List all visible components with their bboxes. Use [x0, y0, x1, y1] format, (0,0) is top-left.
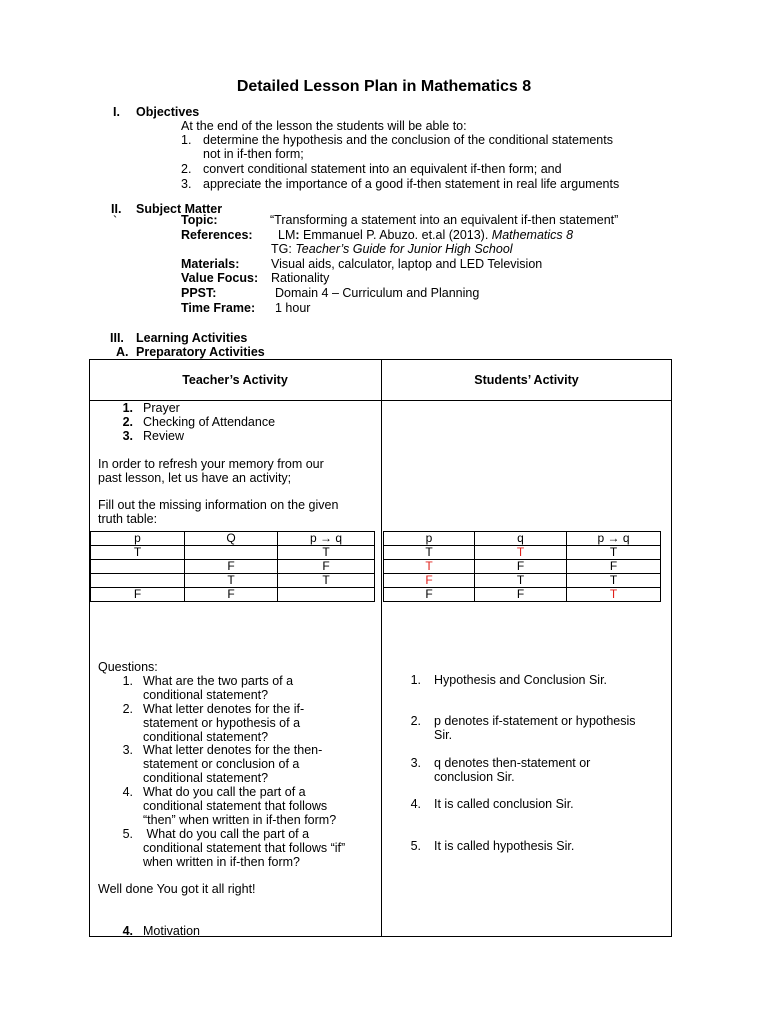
teacher-list-item: Prayer	[143, 401, 180, 415]
table-header-row	[384, 532, 661, 546]
table-row	[91, 546, 375, 560]
question-line: conditional statement?	[143, 771, 269, 785]
column-divider	[381, 359, 382, 937]
table-cell: T	[567, 588, 661, 602]
reference-lm-colon: :	[295, 228, 300, 242]
preparatory-heading: Preparatory Activities	[136, 345, 265, 359]
answer-number: 2.	[410, 714, 421, 728]
learning-heading: Learning Activities	[136, 331, 248, 345]
table-header-cell: p	[91, 532, 185, 546]
question-line: “then” when written in if-then form?	[143, 813, 337, 827]
value-focus-label: Value Focus:	[181, 271, 259, 285]
questions-label: Questions:	[98, 660, 158, 674]
table-cell: T	[567, 574, 661, 588]
table-cell: F	[278, 560, 375, 574]
table-header-row	[91, 532, 375, 546]
stray-mark: `	[113, 214, 118, 228]
table-cell: T	[278, 546, 375, 560]
ppst-label: PPST:	[181, 286, 217, 300]
question-line: statement or conclusion of a	[143, 757, 300, 771]
table-header-cell: p → q	[567, 532, 661, 546]
answer-line: It is called conclusion Sir.	[434, 797, 574, 811]
answer-line: Sir.	[434, 728, 453, 742]
objectives-numeral: I.	[113, 105, 120, 119]
table-cell	[185, 546, 278, 560]
objectives-heading: Objectives	[136, 105, 200, 119]
table-cell: T	[567, 546, 661, 560]
question-line: What do you call the part of a	[143, 827, 310, 841]
refresh-line: past lesson, let us have an activity;	[98, 471, 292, 485]
reference-lm-text: Emmanuel P. Abuzo. et.al (2013).	[299, 228, 492, 242]
teacher-list-number: 1.	[122, 401, 133, 415]
table-header-cell: p	[384, 532, 475, 546]
materials-value: Visual aids, calculator, laptop and LED Television	[271, 257, 543, 271]
teacher-list-item: Review	[143, 429, 184, 443]
table-cell: T	[384, 560, 475, 574]
question-line: conditional statement?	[143, 730, 269, 744]
preparatory-letter: A.	[116, 345, 129, 359]
table-cell	[91, 560, 185, 574]
table-cell: F	[567, 560, 661, 574]
truth-table-incomplete	[90, 531, 375, 602]
answer-line: Hypothesis and Conclusion Sir.	[434, 673, 608, 687]
reference-lm	[278, 228, 573, 242]
table-cell: T	[91, 546, 185, 560]
objective-text: convert conditional statement into an equivalent if-then form; and	[203, 162, 562, 176]
question-number: 2.	[122, 702, 133, 716]
question-line: conditional statement that follows	[143, 799, 328, 813]
table-cell: T	[475, 546, 567, 560]
topic-value: “Transforming a statement into an equivalent if-then statement”	[270, 213, 619, 227]
answer-number: 4.	[410, 797, 421, 811]
truth-table-answered	[383, 531, 661, 602]
references-label: References:	[181, 228, 253, 242]
value-focus-value: Rationality	[271, 271, 330, 285]
question-number: 1.	[122, 674, 133, 688]
objective-text: appreciate the importance of a good if-then statement in real life arguments	[203, 177, 620, 191]
table-cell: F	[185, 588, 278, 602]
table-cell: T	[475, 574, 567, 588]
reference-tg-book: Teacher’s Guide for Junior High School	[295, 242, 513, 256]
teacher-list-number: 2.	[122, 415, 133, 429]
reference-tg	[271, 242, 513, 256]
topic-label: Topic:	[181, 213, 218, 227]
reference-lm-prefix: LM	[278, 228, 296, 242]
answer-number: 3.	[410, 756, 421, 770]
question-line: What letter denotes for the if-	[143, 702, 305, 716]
objective-number: 1.	[181, 133, 192, 147]
well-done-text: Well done You got it all right!	[98, 882, 256, 896]
student-activity-header: Students’ Activity	[474, 373, 579, 387]
table-row	[384, 574, 661, 588]
table-cell: T	[185, 574, 278, 588]
answer-line: p denotes if-statement or hypothesis	[434, 714, 636, 728]
reference-lm-book: Mathematics 8	[491, 228, 574, 242]
objective-number: 3.	[181, 177, 192, 191]
answer-line: It is called hypothesis Sir.	[434, 839, 575, 853]
table-cell: F	[91, 588, 185, 602]
table-row	[384, 546, 661, 560]
page-title: Detailed Lesson Plan in Mathematics 8	[236, 78, 532, 95]
table-cell: F	[185, 560, 278, 574]
answer-line: conclusion Sir.	[434, 770, 515, 784]
table-cell: F	[475, 560, 567, 574]
table-row	[91, 560, 375, 574]
question-number: 3.	[122, 743, 133, 757]
objective-number: 2.	[181, 162, 192, 176]
reference-tg-prefix: TG:	[271, 242, 296, 256]
question-number: 5.	[122, 827, 133, 841]
table-cell: T	[278, 574, 375, 588]
table-header-cell: q	[475, 532, 567, 546]
question-line: conditional statement?	[143, 688, 269, 702]
table-cell	[278, 588, 375, 602]
table-cell	[91, 574, 185, 588]
table-header-cell: Q	[185, 532, 278, 546]
table-cell: F	[384, 574, 475, 588]
answer-number: 5.	[410, 839, 421, 853]
refresh-line: In order to refresh your memory from our	[98, 457, 324, 471]
subject-numeral: II.	[111, 202, 122, 216]
objective-text: not in if-then form;	[203, 147, 304, 161]
ppst-value: Domain 4 – Curriculum and Planning	[275, 286, 480, 300]
teacher-list-number: 3.	[122, 429, 133, 443]
teacher-activity-header: Teacher’s Activity	[182, 373, 288, 387]
question-line: when written in if-then form?	[143, 855, 301, 869]
table-row	[91, 574, 375, 588]
materials-label: Materials:	[181, 257, 240, 271]
time-frame-value: 1 hour	[275, 301, 311, 315]
learning-numeral: III.	[110, 331, 124, 345]
question-line: What are the two parts of a	[143, 674, 294, 688]
subject-heading: Subject Matter	[136, 202, 223, 216]
fill-instruction-line: truth table:	[98, 512, 158, 526]
question-line: What letter denotes for the then-	[143, 743, 323, 757]
objective-text: determine the hypothesis and the conclusion of the conditional statements	[203, 133, 613, 147]
motivation-number: 4.	[122, 924, 133, 938]
question-line: What do you call the part of a	[143, 785, 306, 799]
table-header-cell: p → q	[278, 532, 375, 546]
fill-instruction-line: Fill out the missing information on the given	[98, 498, 339, 512]
table-cell: F	[384, 588, 475, 602]
table-cell: T	[384, 546, 475, 560]
objectives-intro: At the end of the lesson the students will be able to:	[181, 119, 467, 133]
time-frame-label: Time Frame:	[181, 301, 256, 315]
table-row	[91, 588, 375, 602]
answer-line: q denotes then-statement or	[434, 756, 591, 770]
table-row	[384, 560, 661, 574]
teacher-list-item: Checking of Attendance	[143, 415, 276, 429]
question-line: conditional statement that follows “if”	[143, 841, 346, 855]
motivation-item: Motivation	[143, 924, 200, 938]
question-number: 4.	[122, 785, 133, 799]
table-row	[384, 588, 661, 602]
answer-number: 1.	[410, 673, 421, 687]
table-cell: F	[475, 588, 567, 602]
question-line: statement or hypothesis of a	[143, 716, 301, 730]
